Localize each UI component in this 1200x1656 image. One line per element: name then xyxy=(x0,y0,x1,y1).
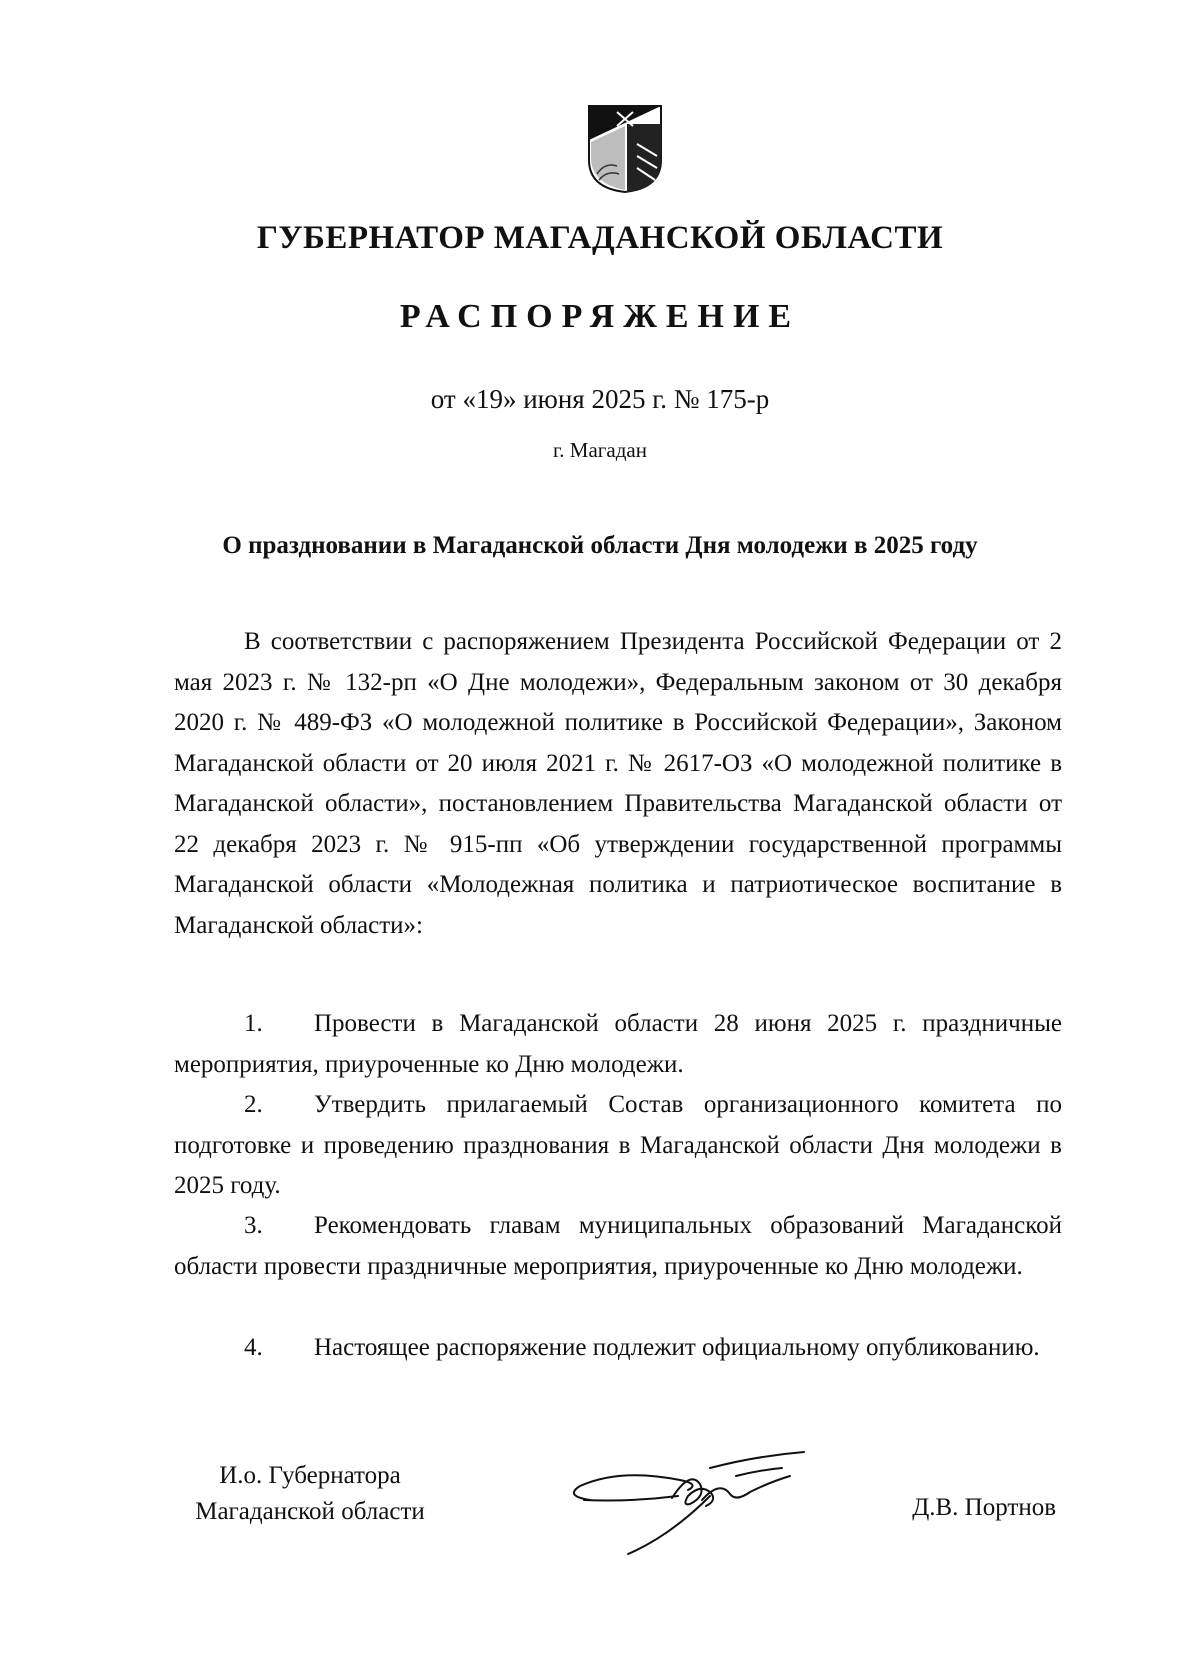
item-number: 4. xyxy=(244,1334,263,1361)
list-item xyxy=(174,1206,1062,1287)
document-subject: О праздновании в Магаданской области Дня молодежи в 2025 году xyxy=(222,532,978,559)
coat-of-arms-icon xyxy=(587,104,663,194)
item-number: 1. xyxy=(244,1010,263,1037)
document-city: г. Магадан xyxy=(553,438,647,462)
item-text: Рекомендовать главам муниципальных образований Магаданской области провести праздничные мероприятия, приуроченные ко Дню молодежи. xyxy=(174,1212,1062,1280)
item-text: Настоящее распоряжение подлежит официальному опубликованию. xyxy=(314,1334,1040,1361)
preamble-paragraph: В соответствии с распоряжением Президента Российской Федерации от 2 мая 2023 г. № 132-рп «О Дне молодежи», Федеральным законом от 30 декабря 2020 г. № 489-ФЗ «О молодежной политике в Российской Федерации», Законом Магаданской области от 20 июля 2021 г. № 2617-ОЗ «О молодежной политике в Магаданской области», постановлением Правительства Магаданской области от 22 декабря 2023 г. № 915-пп «Об утверждении государственной программы Магаданской области «Молодежная политика и патриотическое воспитание в Магаданской области»: xyxy=(174,628,1062,939)
signatory-title-line: И.о. Губернатора xyxy=(219,1462,401,1489)
item-number: 2. xyxy=(244,1091,263,1118)
item-number: 3. xyxy=(244,1212,263,1239)
handwritten-signature xyxy=(560,1440,810,1560)
signatory-name: Д.В. Портнов xyxy=(912,1494,1056,1521)
list-item xyxy=(174,1085,1062,1207)
document-date-number: от «19» июня 2025 г. № 175-р xyxy=(430,384,770,414)
list-item xyxy=(174,1004,1062,1085)
document-type: РАСПОРЯЖЕНИЕ xyxy=(399,298,801,335)
item-text: Утвердить прилагаемый Состав организационного комитета по подготовке и проведению празднования в Магаданской области Дня молодежи в 2025 году. xyxy=(174,1091,1062,1199)
item-text: Провести в Магаданской области 28 июня 2025 г. праздничные мероприятия, приуроченные ко Дню молодежи. xyxy=(174,1010,1062,1078)
list-item xyxy=(174,1328,1062,1369)
signatory-title xyxy=(160,1458,460,1530)
issuing-authority: ГУБЕРНАТОР МАГАДАНСКОЙ ОБЛАСТИ xyxy=(256,220,944,256)
signatory-title-line: Магаданской области xyxy=(195,1498,425,1525)
